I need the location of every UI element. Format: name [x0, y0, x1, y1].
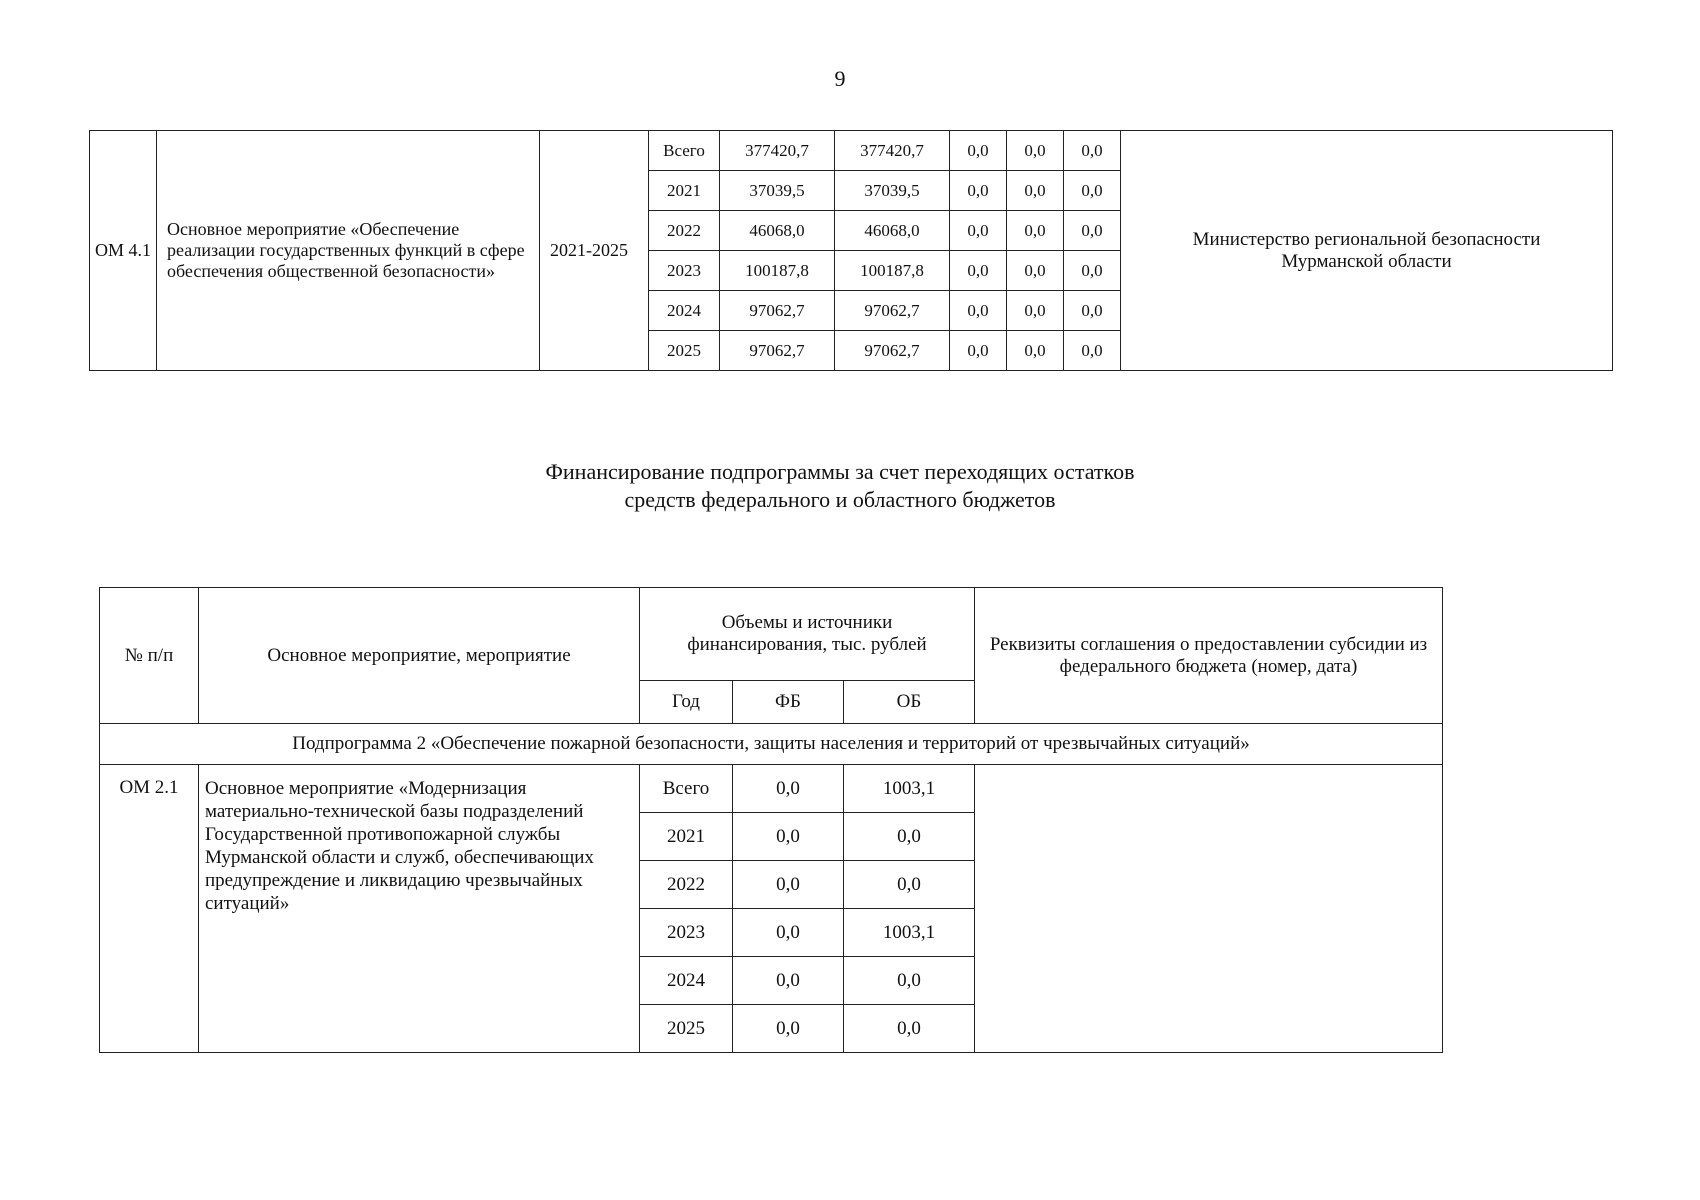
value-cell: 0,0 — [1007, 131, 1064, 171]
value-cell: 0,0 — [950, 251, 1007, 291]
top-funding-table — [89, 130, 1613, 371]
fb-cell: 0,0 — [733, 765, 844, 813]
measure-period: 2021-2025 — [540, 131, 649, 371]
ob-cell: 100187,8 — [835, 251, 950, 291]
value-cell: 0,0 — [1064, 171, 1121, 211]
value-cell: 0,0 — [1007, 251, 1064, 291]
year-cell: 2021 — [649, 171, 720, 211]
fb-cell: 0,0 — [733, 813, 844, 861]
ob-cell: 97062,7 — [835, 291, 950, 331]
value-cell: 0,0 — [1007, 291, 1064, 331]
value-cell: 0,0 — [950, 131, 1007, 171]
header-volumes: Объемы и источники финансирования, тыс. рублей — [640, 588, 975, 681]
ob-cell: 1003,1 — [844, 909, 975, 957]
year-cell: 2022 — [649, 211, 720, 251]
value-cell: 0,0 — [950, 171, 1007, 211]
header-row — [100, 588, 1443, 681]
value-cell: 0,0 — [1064, 211, 1121, 251]
header-fb: ФБ — [733, 681, 844, 724]
value-cell: 0,0 — [950, 291, 1007, 331]
ob-cell: 1003,1 — [844, 765, 975, 813]
year-cell: 2021 — [640, 813, 733, 861]
fb-cell: 0,0 — [733, 957, 844, 1005]
year-cell: Всего — [649, 131, 720, 171]
measure-code: ОМ 2.1 — [100, 765, 199, 1053]
value-cell: 0,0 — [950, 211, 1007, 251]
header-measure: Основное мероприятие, мероприятие — [199, 588, 640, 724]
header-num: № п/п — [100, 588, 199, 724]
ob-cell: 46068,0 — [835, 211, 950, 251]
value-cell: 0,0 — [950, 331, 1007, 371]
total-cell: 377420,7 — [720, 131, 835, 171]
year-cell: 2025 — [640, 1005, 733, 1053]
year-cell: Всего — [640, 765, 733, 813]
table-row — [90, 131, 1613, 171]
value-cell: 0,0 — [1064, 291, 1121, 331]
measure-description: Основное мероприятие «Обеспечение реализации государственных функций в сфере обеспечения общественной безопасности» — [157, 131, 540, 371]
page-number: 9 — [834, 66, 846, 91]
section-heading — [400, 458, 1280, 514]
carryover-funding-table — [99, 587, 1443, 1053]
fb-cell: 0,0 — [733, 909, 844, 957]
measure-code: ОМ 4.1 — [90, 131, 157, 371]
total-cell: 37039,5 — [720, 171, 835, 211]
year-cell: 2024 — [640, 957, 733, 1005]
section-heading-line: Финансирование подпрограммы за счет переходящих остатков — [545, 459, 1135, 484]
measure-description: Основное мероприятие «Модернизация материально-технической базы подразделений Государственной противопожарной службы Мурманской области и служб, обеспечивающих предупреждение и ликвидацию чрезвычайных ситуаций» — [199, 765, 640, 1053]
value-cell: 0,0 — [1007, 171, 1064, 211]
value-cell: 0,0 — [1064, 131, 1121, 171]
year-cell: 2025 — [649, 331, 720, 371]
value-cell: 0,0 — [1064, 331, 1121, 371]
ob-cell: 0,0 — [844, 861, 975, 909]
requisites-cell — [975, 765, 1443, 1053]
value-cell: 0,0 — [1007, 331, 1064, 371]
total-cell: 100187,8 — [720, 251, 835, 291]
ob-cell: 0,0 — [844, 1005, 975, 1053]
total-cell: 97062,7 — [720, 291, 835, 331]
ob-cell: 0,0 — [844, 957, 975, 1005]
header-year: Год — [640, 681, 733, 724]
subprogram-title: Подпрограмма 2 «Обеспечение пожарной безопасности, защиты населения и территорий от чрезвычайных ситуаций» — [100, 724, 1443, 765]
table-row — [100, 765, 1443, 813]
ob-cell: 377420,7 — [835, 131, 950, 171]
year-cell: 2023 — [649, 251, 720, 291]
responsible-executor: Министерство региональной безопасности Мурманской области — [1121, 131, 1613, 371]
value-cell: 0,0 — [1064, 251, 1121, 291]
ob-cell: 0,0 — [844, 813, 975, 861]
total-cell: 97062,7 — [720, 331, 835, 371]
value-cell: 0,0 — [1007, 211, 1064, 251]
total-cell: 46068,0 — [720, 211, 835, 251]
header-ob: ОБ — [844, 681, 975, 724]
ob-cell: 97062,7 — [835, 331, 950, 371]
year-cell: 2023 — [640, 909, 733, 957]
fb-cell: 0,0 — [733, 861, 844, 909]
subprogram-row — [100, 724, 1443, 765]
ob-cell: 37039,5 — [835, 171, 950, 211]
section-heading-line: средств федерального и областного бюджетов — [624, 487, 1056, 512]
year-cell: 2024 — [649, 291, 720, 331]
fb-cell: 0,0 — [733, 1005, 844, 1053]
header-requisites: Реквизиты соглашения о предоставлении субсидии из федерального бюджета (номер, дата) — [975, 588, 1443, 724]
year-cell: 2022 — [640, 861, 733, 909]
